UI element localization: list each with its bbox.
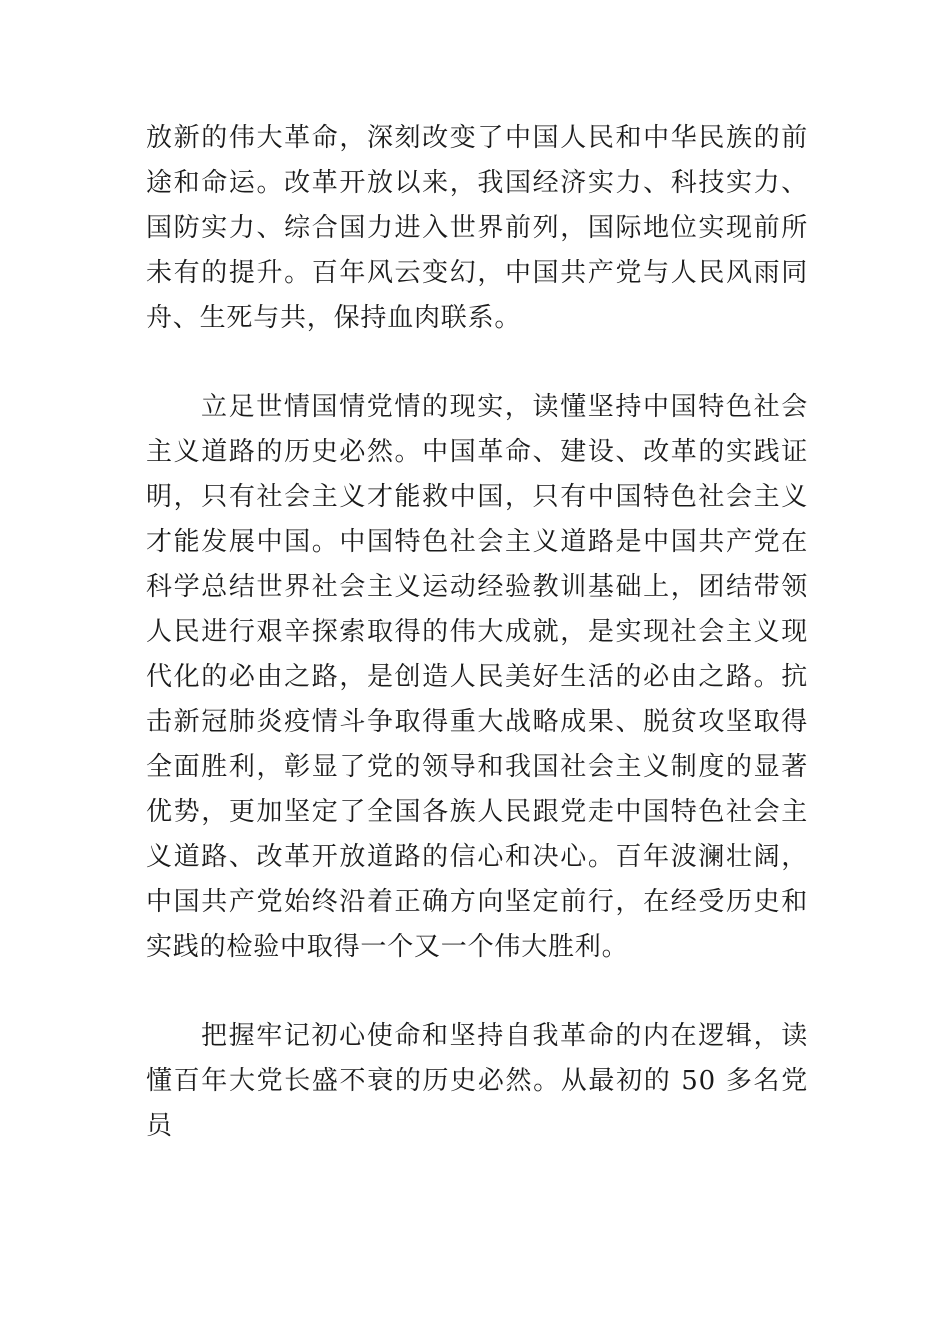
text-line: 懂百年大党长盛不衰的历史必然。从最初的 50 多名党	[146, 1066, 808, 1096]
text-line: 义道路、改革开放道路的信心和决心。百年波澜壮阔，	[146, 842, 808, 872]
text-line: 科学总结世界社会主义运动经验教训基础上，团结带领	[146, 572, 808, 602]
document-body	[146, 116, 808, 1193]
text-line: 代化的必由之路，是创造人民美好生活的必由之路。抗	[146, 662, 808, 692]
text-line: 国防实力、综合国力进入世界前列，国际地位实现前所	[146, 213, 808, 243]
text-line: 未有的提升。百年风云变幻，中国共产党与人民风雨同	[146, 258, 808, 288]
text-line: 才能发展中国。中国特色社会主义道路是中国共产党在	[146, 527, 808, 557]
text-line: 放新的伟大革命，深刻改变了中国人民和中华民族的前	[146, 123, 808, 153]
text-line: 把握牢记初心使命和坚持自我革命的内在逻辑，读	[201, 1021, 808, 1051]
text-line: 途和命运。改革开放以来，我国经济实力、科技实力、	[146, 168, 808, 198]
text-line: 全面胜利，彰显了党的领导和我国社会主义制度的显著	[146, 752, 808, 782]
text-line: 中国共产党始终沿着正确方向坚定前行，在经受历史和	[146, 887, 808, 917]
text-line: 舟、生死与共，保持血肉联系。	[146, 303, 522, 333]
text-line: 员	[146, 1111, 173, 1141]
paragraph-1	[146, 116, 808, 341]
paragraph-2	[146, 385, 808, 970]
text-line: 立足世情国情党情的现实，读懂坚持中国特色社会	[201, 392, 808, 422]
text-line: 优势，更加坚定了全国各族人民跟党走中国特色社会主	[146, 797, 808, 827]
text-line: 实践的检验中取得一个又一个伟大胜利。	[146, 932, 629, 962]
text-line: 击新冠肺炎疫情斗争取得重大战略成果、脱贫攻坚取得	[146, 707, 808, 737]
text-line: 人民进行艰辛探索取得的伟大成就，是实现社会主义现	[146, 617, 808, 647]
text-line: 主义道路的历史必然。中国革命、建设、改革的实践证	[146, 437, 808, 467]
paragraph-3	[146, 1014, 808, 1149]
text-line: 明，只有社会主义才能救中国，只有中国特色社会主义	[146, 482, 808, 512]
